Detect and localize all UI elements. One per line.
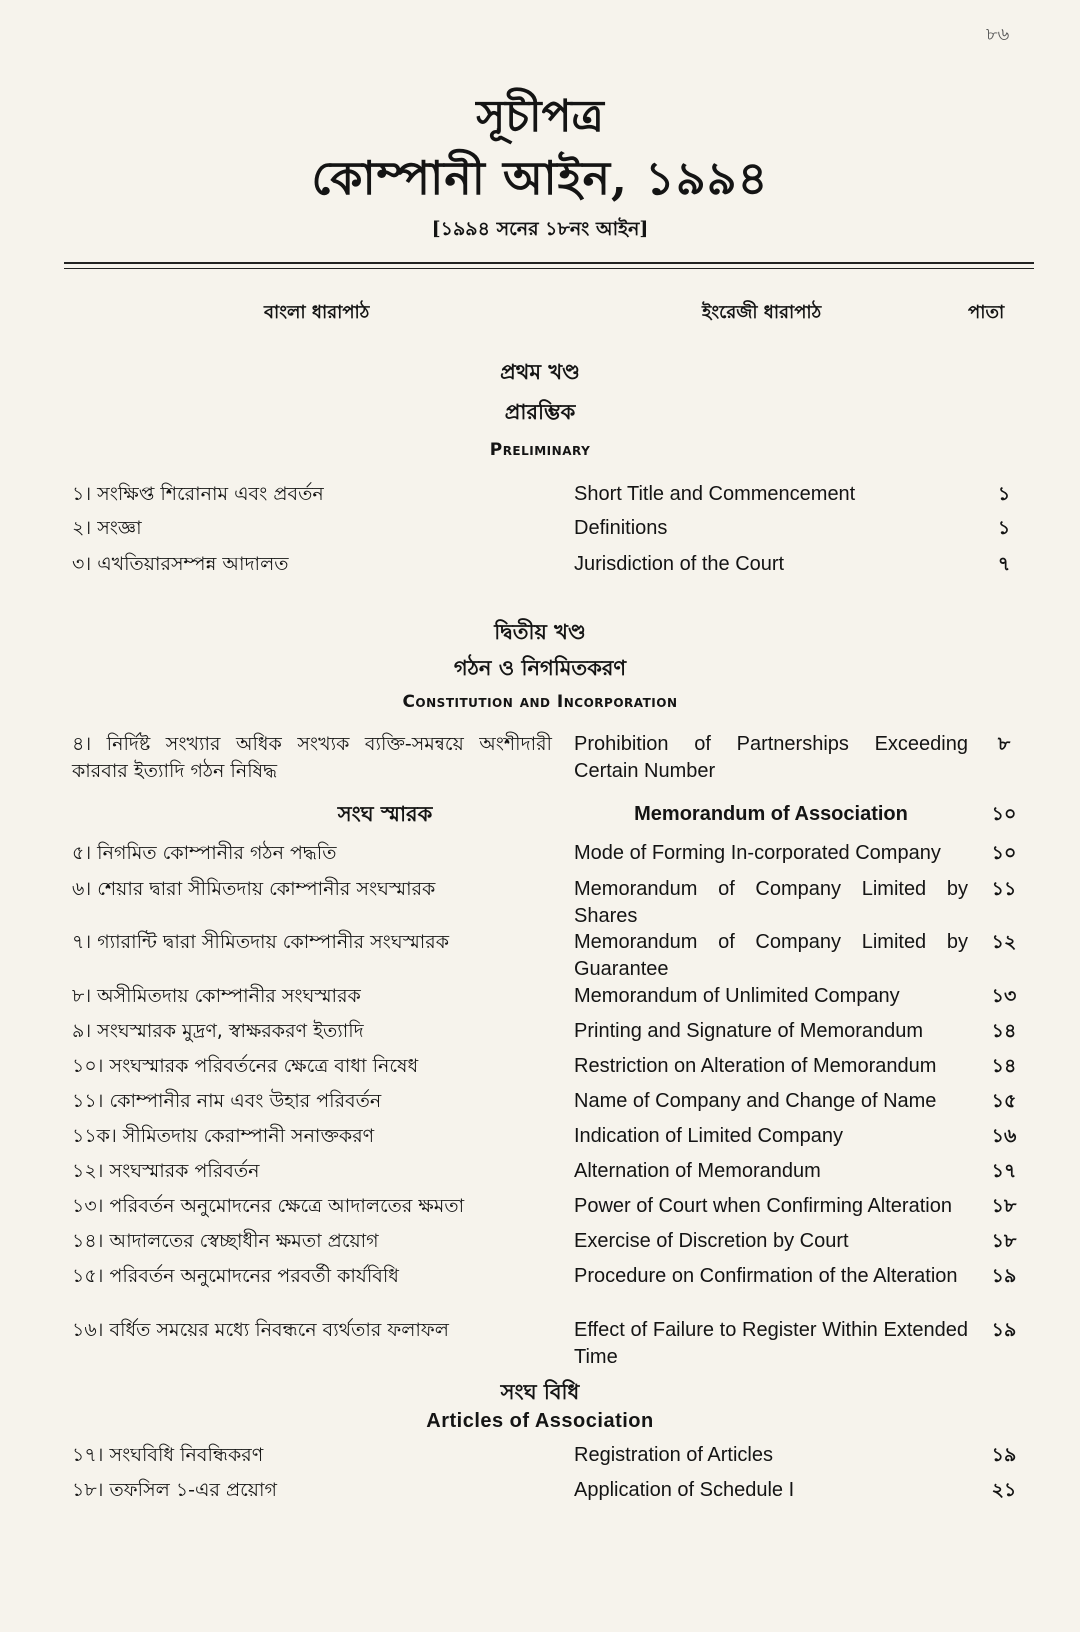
articles-heading-bn: সংঘ বিধি [500, 1380, 580, 1404]
act-title: কোম্পানী আইন, ১৯৯৪ [311, 151, 769, 205]
column-header-page: পাতা [968, 302, 1005, 323]
part1-subheading: প্রারম্ভিক [504, 400, 576, 424]
title-block [0, 88, 1080, 244]
page-title: সূচীপত্র [476, 91, 604, 142]
double-rule-top [64, 262, 1034, 264]
part2-english-heading: Constitution and Incorporation [402, 692, 678, 712]
articles-heading-en: Articles of Association [426, 1410, 654, 1432]
act-number: [১৯৯৪ সনের ১৮নং আইন] [431, 218, 649, 240]
page-number: ৮৬ [986, 24, 1010, 45]
memorandum-page: ১০ [991, 803, 1017, 825]
document-page: ৮৬ সূচীপত্র কোম্পানী আইন, ১৯৯৪ [১৯৯৪ সনের ১৮নং আইন] বাংলা ধারাপাঠ ইংরেজী ধারাপাঠ পাতা প্রথম খণ্ড প্রারম্ভিক Preliminary ১। সংক্ষিপ্ত শিরোনাম এবং প্রবর্তন Short Title and Commencement ১ ২। সংজ্ঞা Definitions ১ ৩। এখতিয়ারসম্পন্ন আদালত Jurisdiction of the Court ৭ দ্বিতীয় খণ্ড গঠন ও নিগমিতকরণ Constitution and Incorporation ৪। নির্দিষ্ট সংখ্যার অধিক সংখ্যক ব্যক্তি-সমন্বয়ে অংশীদারী কারবার ইত্যাদি গঠন নিষিদ্ধ Prohibition of Partnerships Exceeding Certain Number ৮ সংঘ স্মারক Memorandum of Association ১০ ৫। নিগমিত কোম্পানীর গঠন পদ্ধতি Mode of Forming In-corporated Company ১০ ৬। শেয়ার দ্বারা সীমিতদায় কোম্পানীর সংঘস্মারক Memorandum of Company Limited by Shares ১১ ৭। গ্যারান্টি দ্বারা সীমিতদায় কোম্পানীর সংঘস্মারক Memorandum of Company Limited by Guarantee ১২ ৮। অসীমিতদায় কোম্পানীর সংঘস্মারক Memorandum of Unlimited Company ১৩ ৯। সংঘস্মারক মুদ্রণ, স্বাক্ষরকরণ ইত্যাদি Printing and Signature of Memorandum ১৪ ১০। সংঘস্মারক পরিবর্তনের ক্ষেত্রে বাধা নিষেধ Restriction on Alteration of Memorandum ১৪ ১১। কোম্পানীর নাম এবং উহার পরিবর্তন Name of Company and Change of Name ১৫ ১১ক। সীমিতদায় কেরাম্পানী সনাক্তকরণ Indication of Limited Company ১৬ ১২। সংঘস্মারক পরিবর্তন Alternation of Memorandum ১৭ ১৩। পরিবর্তন অনুমোদনের ক্ষেত্রে আদালতের ক্ষমতা Power of Court when Confirming Alteration ১৮ ১৪। আদালতের স্বেচ্ছাধীন ক্ষমতা প্রয়োগ Exercise of Discretion by Court ১৮ ১৫। পরিবর্তন অনুমোদনের পরবর্তী কার্যবিধি Procedure on Confirmation of the Alteration ১৯ ১৬। বর্ধিত সময়ের মধ্যে নিবন্ধনে ব্যর্থতার ফলাফল Effect of Failure to Register Within Extended Time ১৯ সংঘ বিধি Articles of Association ১৭। সংঘবিধি নিবন্ধিকরণ Registration of Articles ১৯ ১৮। তফসিল ১-এর প্রয়োগ Application of Schedule I ২১ [0, 0, 1080, 1632]
memorandum-heading-bn: সংঘ স্মারক [337, 802, 433, 826]
column-header-english: ইংরেজী ধারাপাঠ [702, 302, 822, 323]
part2-heading: দ্বিতীয় খণ্ড [494, 620, 586, 644]
column-header-bangla: বাংলা ধারাপাঠ [264, 302, 370, 323]
part2-subheading: গঠন ও নিগমিতকরণ [453, 656, 627, 680]
part1-english-heading: Preliminary [489, 440, 591, 460]
part1-heading: প্রথম খণ্ড [500, 360, 580, 384]
double-rule-bottom [64, 268, 1034, 269]
memorandum-heading-en: Memorandum of Association [634, 803, 908, 825]
